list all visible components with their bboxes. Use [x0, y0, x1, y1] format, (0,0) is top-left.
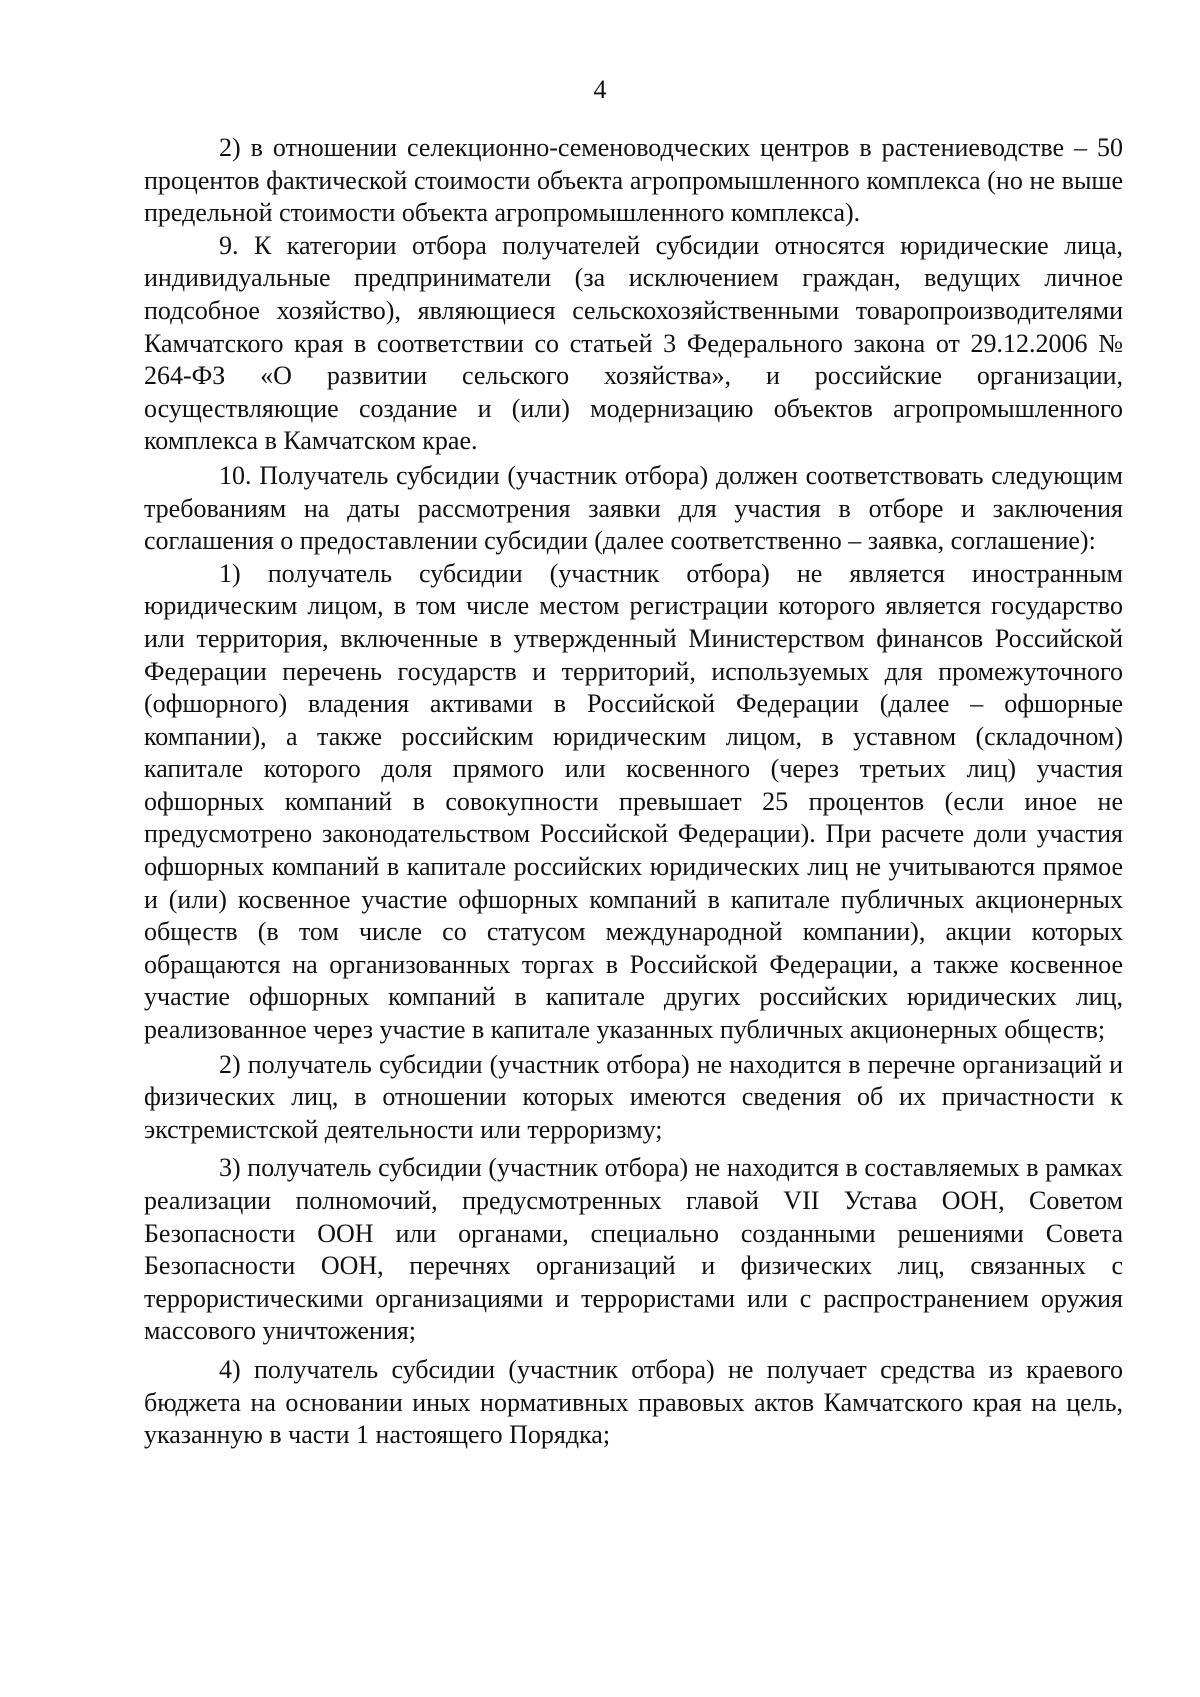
- paragraph-10-item-1: 1) получатель субсидии (участник отбора) не является иностранным юридическим лицом, в том числе местом регистрации которого является государство или территория, включенные в утвержденный Министерством финансов Российской Федерации перечень государств и территорий, используемых для промежуточного (офшорного) владения активами в Российской Федерации (далее – офшорные компании), а также российским юридическим лицом, в уставном (складочном) капитале которого доля прямого или косвенного (через третьих лиц) участия офшорных компаний в совокупности превышает 25 процентов (если иное не предусмотрено законодательством Российской Федерации). При расчете доли участия офшорных компаний в капитале российских юридических лиц не учитываются прямое и (или) косвенное участие офшорных компаний в капитале публичных акционерных обществ (в том числе со статусом международной компании), акции которых обращаются на организованных торгах в Российской Федерации, а также косвенное участие офшорных компаний в капитале других российских юридических лиц, реализованное через участие в капитале указанных публичных акционерных обществ;: [144, 558, 1123, 1045]
- paragraph-9: 9. К категории отбора получателей субсидии относятся юридические лица, индивидуальные предприниматели (за исключением граждан, ведущих личное подсобное хозяйство), являющиеся сельскохозяйственными товаропроизводителями Камчатского края в соответствии со статьей 3 Федерального закона от 29.12.2006 № 264-ФЗ «О развитии сельского хозяйства», и российские организации, осуществляющие создание и (или) модернизацию объектов агропромышленного комплекса в Камчатском крае.: [144, 230, 1123, 456]
- paragraph-item-2: 2) в отношении селекционно-семеноводческих центров в растениеводстве – 50 процентов фактической стоимости объекта агропромышленного комплекса (но не выше предельной стоимости объекта агропромышленного комплекса).: [144, 133, 1123, 228]
- paragraph-10-item-4: 4) получатель субсидии (участник отбора) не получает средства из краевого бюджета на основании иных нормативных правовых актов Камчатского края на цель, указанную в части 1 настоящего Порядка;: [144, 1354, 1123, 1450]
- paragraph-10-item-2: 2) получатель субсидии (участник отбора) не находится в перечне организаций и физических лиц, в отношении которых имеются сведения об их причастности к экстремистской деятельности или терроризму;: [144, 1049, 1123, 1144]
- paragraph-10-item-3: 3) получатель субсидии (участник отбора) не находится в составляемых в рамках реализации полномочий, предусмотренных главой VII Устава ООН, Советом Безопасности ООН или органами, специально созданными решениями Совета Безопасности ООН, перечнях организаций и физических лиц, связанных с террористическими организациями и террористами или с распространением оружия массового уничтожения;: [144, 1153, 1123, 1346]
- page-number: 4: [593, 75, 607, 104]
- paragraph-10: 10. Получатель субсидии (участник отбора) должен соответствовать следующим требованиям на даты рассмотрения заявки для участия в отборе и заключения соглашения о предоставлении субсидии (далее соответственно – заявка, соглашение):: [144, 460, 1123, 556]
- document-body: [144, 132, 1123, 1452]
